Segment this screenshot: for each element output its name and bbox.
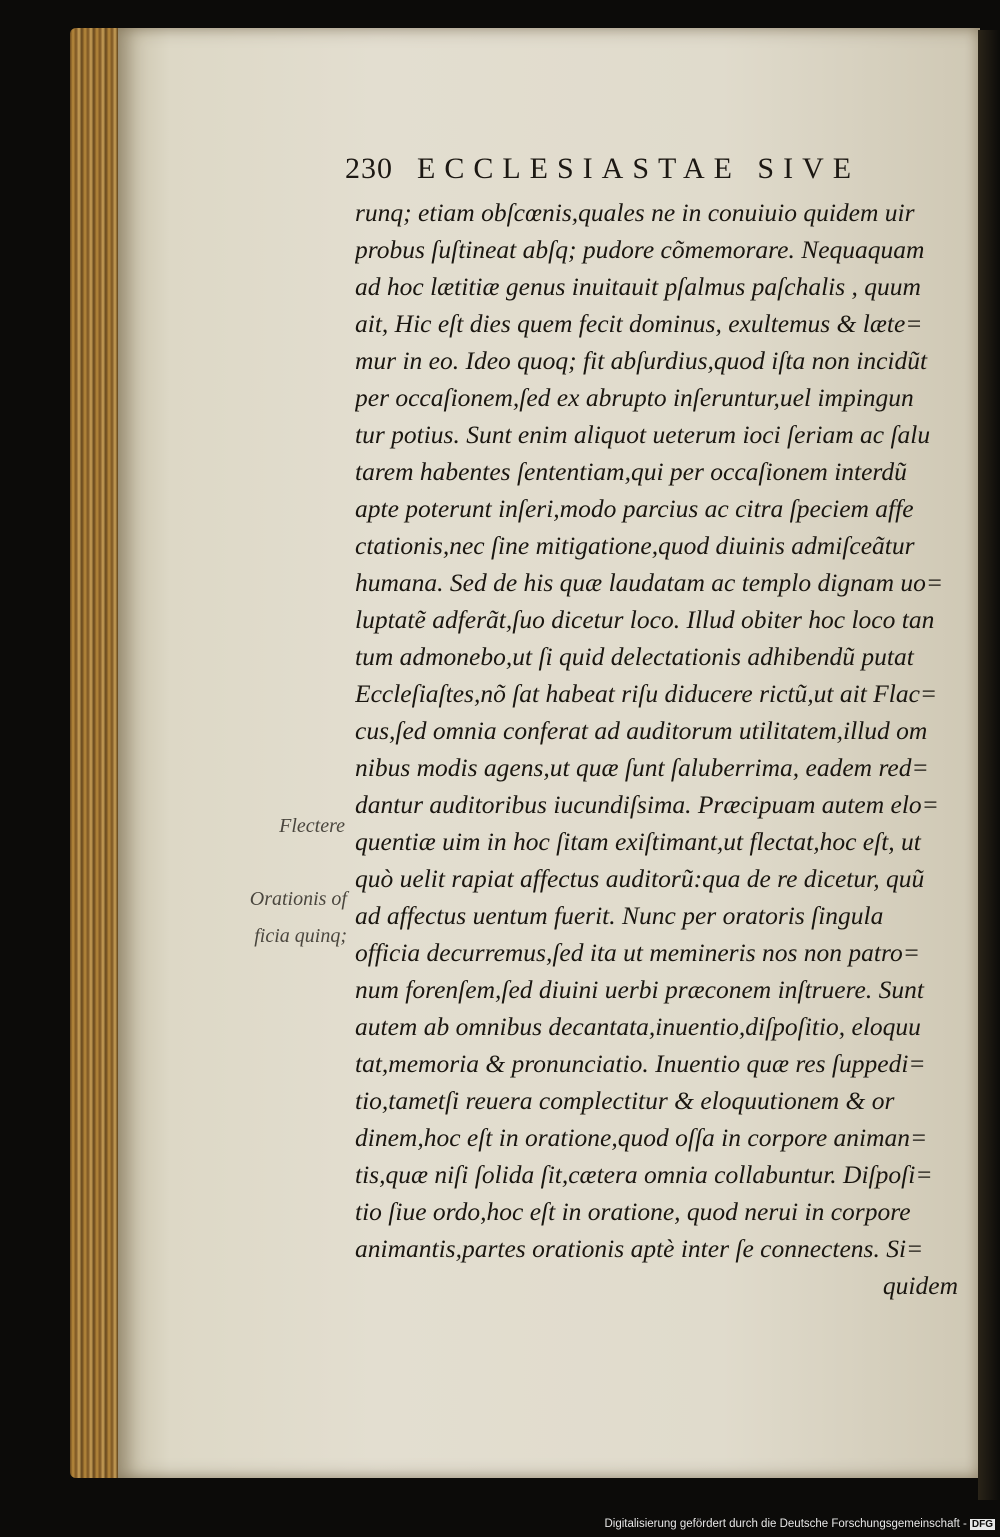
marginal-note-officia-line1: Orationis of [249, 888, 347, 910]
text-line: tur potius. Sunt enim aliquot ueterum ioci ſeriam ac ſalu [355, 420, 931, 449]
dfg-logo: DFG [971, 1519, 993, 1530]
text-line: ait, Hic eſt dies quem fecit dominus, exultemus & læte= [355, 309, 923, 338]
text-line: per occaſionem,ſed ex abrupto inſeruntur,uel impingun [355, 383, 914, 412]
text-line: luptatẽ adferãt,ſuo dicetur loco. Illud obiter hoc loco tan [355, 605, 935, 634]
text-line: tum admonebo,ut ſi quid delectationis adhibendũ putat [355, 642, 914, 671]
text-line: runq; etiam obſcœnis,quales ne in conuiuio quidem uir [355, 198, 915, 227]
marginal-note-officia-line2: ficia quinq; [254, 925, 347, 947]
text-line: tio,tametſi reuera complectitur & eloquutionem & or [355, 1086, 895, 1115]
text-line: mur in eo. Ideo quoq; fit abſurdius,quod iſta non incidũt [355, 346, 928, 375]
marginal-note-flectere: Flectere [279, 815, 345, 837]
text-line: tio ſiue ordo,hoc eſt in oratione, quod nerui in corpore [355, 1197, 911, 1226]
text-line: num forenſem,ſed diuini uerbi præconem inſtruere. Sunt [355, 975, 924, 1004]
running-title: ECCLESIASTAE SIVE [417, 152, 861, 185]
text-line: tis,quæ niſi ſolida ſit,cætera omnia collabuntur. Diſpoſi= [355, 1160, 933, 1189]
text-line: ad affectus uentum fuerit. Nunc per oratoris ſingula [355, 901, 884, 930]
text-line: autem ab omnibus decantata,inuentio,diſpoſitio, eloquu [355, 1012, 921, 1041]
text-line: cus,ſed omnia conferat ad auditorum utilitatem,illud om [355, 716, 928, 745]
text-line: probus ſuſtineat abſq; pudore cõmemorare. Nequaquam [355, 235, 925, 264]
text-line: humana. Sed de his quæ laudatam ac templo dignam uo= [355, 568, 944, 597]
catchword: quidem [882, 1271, 958, 1300]
text-line: apte poterunt inſeri,modo parcius ac citra ſpeciem affe [355, 494, 914, 523]
credit-text: Digitalisierung gefördert durch die Deutsche Forschungsgemeinschaft - [604, 1518, 967, 1530]
digitization-credit [600, 1518, 995, 1536]
text-line: tarem habentes ſententiam,qui per occaſionem interdũ [355, 457, 907, 486]
text-line: quentiæ uim in hoc ſitam exiſtimant,ut flectat,hoc eſt, ut [355, 827, 921, 856]
text-line: dinem,hoc eſt in oratione,quod oſſa in corpore animan= [355, 1123, 928, 1152]
running-header [345, 152, 965, 194]
text-line: nibus modis agens,ut quæ ſunt ſaluberrima, eadem red= [355, 753, 929, 782]
text-line: quò uelit rapiat affectus auditorũ:qua de re dicetur, quũ [355, 864, 925, 893]
text-line: ctationis,nec ſine mitigatione,quod diuinis admiſceãtur [355, 531, 915, 560]
text-line: animantis,partes orationis aptè inter ſe connectens. Si= [355, 1234, 924, 1263]
text-line: ad hoc lætitiæ genus inuitauit pſalmus paſchalis , quum [355, 272, 921, 301]
page-number: 230 [345, 152, 393, 185]
body-text [355, 194, 970, 1304]
text-line: dantur auditoribus iucundiſsima. Præcipuam autem elo= [355, 790, 939, 819]
text-line: tat,memoria & pronunciatio. Inuentio quæ res ſuppedi= [355, 1049, 926, 1078]
text-line: Eccleſiaſtes,nõ ſat habeat riſu diducere rictũ,ut ait Flac= [355, 679, 938, 708]
text-line: officia decurremus,ſed ita ut memineris nos non patro= [355, 938, 920, 967]
gutter-shadow [978, 30, 1000, 1500]
